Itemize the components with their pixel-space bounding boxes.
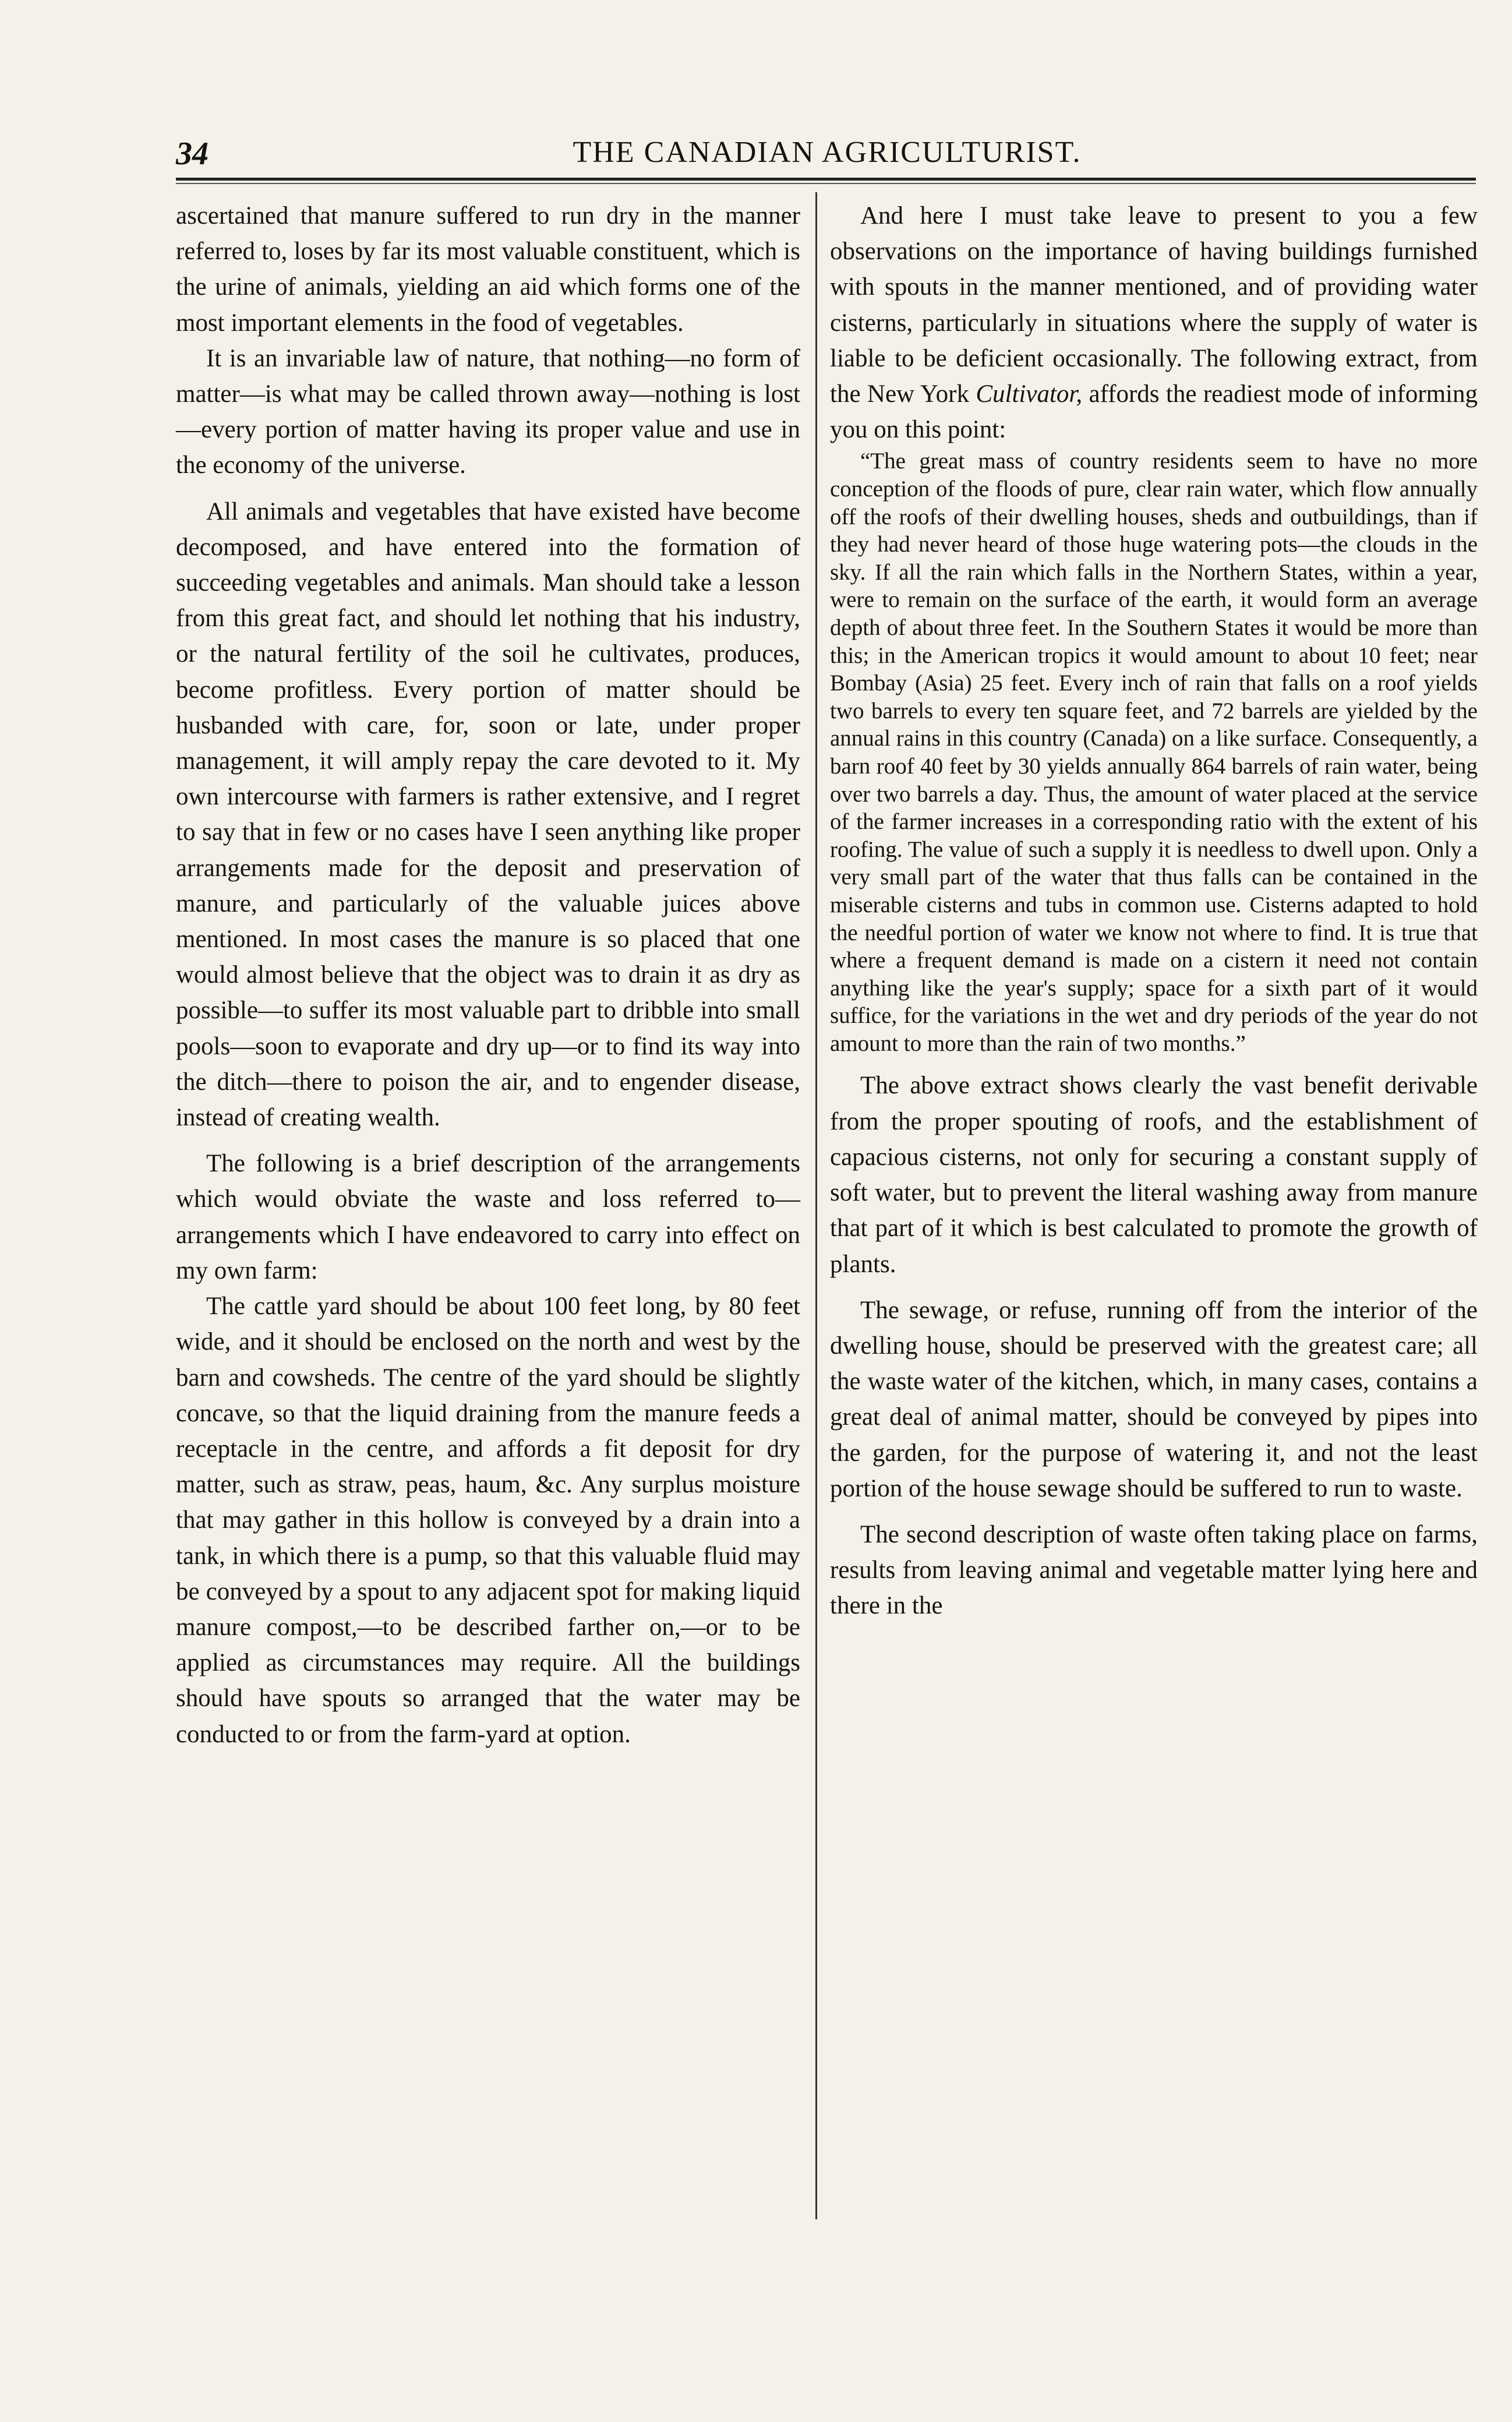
column-divider (815, 192, 817, 2219)
paragraph: All animals and vegetables that have existed have become decomposed, and have entered into the formation of succeeding vegetables and animals. Man should take a lesson from this great fact, and should let nothing that his industry, or the natural fertility of the soil he cultivates, produces, become profitless. Every portion of matter should be husbanded with care, for, soon or late, under proper management, it will amply repay the care devoted to it. My own intercourse with farmers is rather extensive, and I regret to say that in few or no cases have I seen anything like proper arrangements made for the deposit and preservation of manure, and particularly of the valuable juices above mentioned. In most cases the manure is so placed that one would almost believe that the object was to drain it as dry as possible—to suffer its most valuable part to dribble into small pools—soon to evaporate and dry up—or to find its way into the ditch—there to poison the air, and to engender disease, instead of creating wealth. (176, 497, 800, 1132)
running-title: THE CANADIAN AGRICULTURIST. (573, 136, 1082, 169)
page-number: 34 (176, 136, 209, 172)
paragraph: The sewage, or refuse, running off from the interior of the dwelling house, should be preserved with the greatest care; all the waste water of the kitchen, which, in many cases, contains a great deal of animal matter, should be conveyed by pipes into the garden, for the purpose of watering it, and not the least portion of the house sewage should be suffered to run to waste. (830, 1296, 1478, 1502)
paragraph: It is an invariable law of nature, that nothing—no form of matter—is what may be called thrown away—nothing is lost—every portion of matter having its proper value and use in the economy of the universe. (176, 344, 800, 479)
paragraph: The following is a brief description of the arrangements which would obviate the waste and loss referred to—arrangements which I have endeavored to carry into effect on my own farm: (176, 1150, 800, 1284)
header-rule (176, 178, 1476, 181)
paragraph-text: And here I must take leave to present to you a few observations on the importance of having buildings furnished with spouts in the manner mentioned, and of providing water cisterns, particularly in situations where the supply of water is liable to be deficient occasionally. The following extract, from the New York (830, 202, 1478, 408)
left-column (176, 198, 800, 1752)
page-header (175, 135, 1479, 176)
block-quote (830, 447, 1478, 1057)
paragraph (830, 198, 1478, 447)
publication-title: Cultivator, (976, 380, 1083, 408)
paragraph: The cattle yard should be about 100 feet long, by 80 feet wide, and it should be enclosed on the north and west by the barn and cowsheds. The centre of the yard should be slightly concave, so that the liquid draining from the manure feeds a receptacle in the centre, and affords a fit deposit for dry matter, such as straw, peas, haum, &c. Any surplus moisture that may gather in this hollow is conveyed by a drain into a tank, in which there is a pump, so that this valuable fluid may be conveyed by a spout to any adjacent spot for making liquid manure compost,—to be described farther on,—or to be applied as circumstances may require. All the buildings should have spouts so arranged that the water may be conducted to or from the farm-yard at option. (176, 1293, 800, 1748)
paragraph: The second description of waste often taking place on farms, results from leaving animal and vegetable matter lying here and there in the (830, 1520, 1478, 1620)
paragraph-text: affords the readiest mode of informing you on this point: (830, 380, 1478, 444)
paragraph: The above extract shows clearly the vast benefit derivable from the proper spouting of roofs, and the establishment of capacious cisterns, not only for securing a constant supply of soft water, but to prevent the literal washing away from manure that part of it which is best calculated to promote the growth of plants. (830, 1072, 1478, 1278)
quote-text: “The great mass of country residents seem to have no more conception of the floods of pure, clear rain water, which flow annually off the roofs of their dwelling houses, sheds and outbuildings, than if they had never heard of those huge watering pots—the clouds in the sky. If all the rain which falls in the Northern States, within a year, were to remain on the surface of the earth, it would form an average depth of about three feet. In the Southern States it would be more than this; in the American tropics it would amount to about 10 feet; near Bombay (Asia) 25 feet. Every inch of rain that falls on a roof yields two barrels to every ten square feet, and 72 barrels are yielded by the annual rains in this country (Canada) on a like surface. Consequently, a barn roof 40 feet by 30 yields annually 864 barrels of rain water, being over two barrels a day. Thus, the amount of water placed at the service of the farmer increases in a corresponding ratio with the extent of his roofing. The value of such a supply it is needless to dwell upon. Only a very small part of the water that thus falls can be contained in the miserable cisterns and tubs in common use. Cisterns adapted to hold the needful portion of water we know not where to find. It is true that where a frequent demand is made on a cistern it need not contain anything like the year's supply; space for a sixth part of it would suffice, for the variations in the wet and dry periods of the year do not amount to more than the rain of two months.” (830, 449, 1478, 1056)
header-rule-thin (176, 183, 1476, 184)
paragraph: ascertained that manure suffered to run dry in the manner referred to, loses by far its most valuable constituent, which is the urine of animals, yielding an aid which forms one of the most important elements in the food of vegetables. (176, 202, 800, 337)
right-column (830, 198, 1478, 1624)
